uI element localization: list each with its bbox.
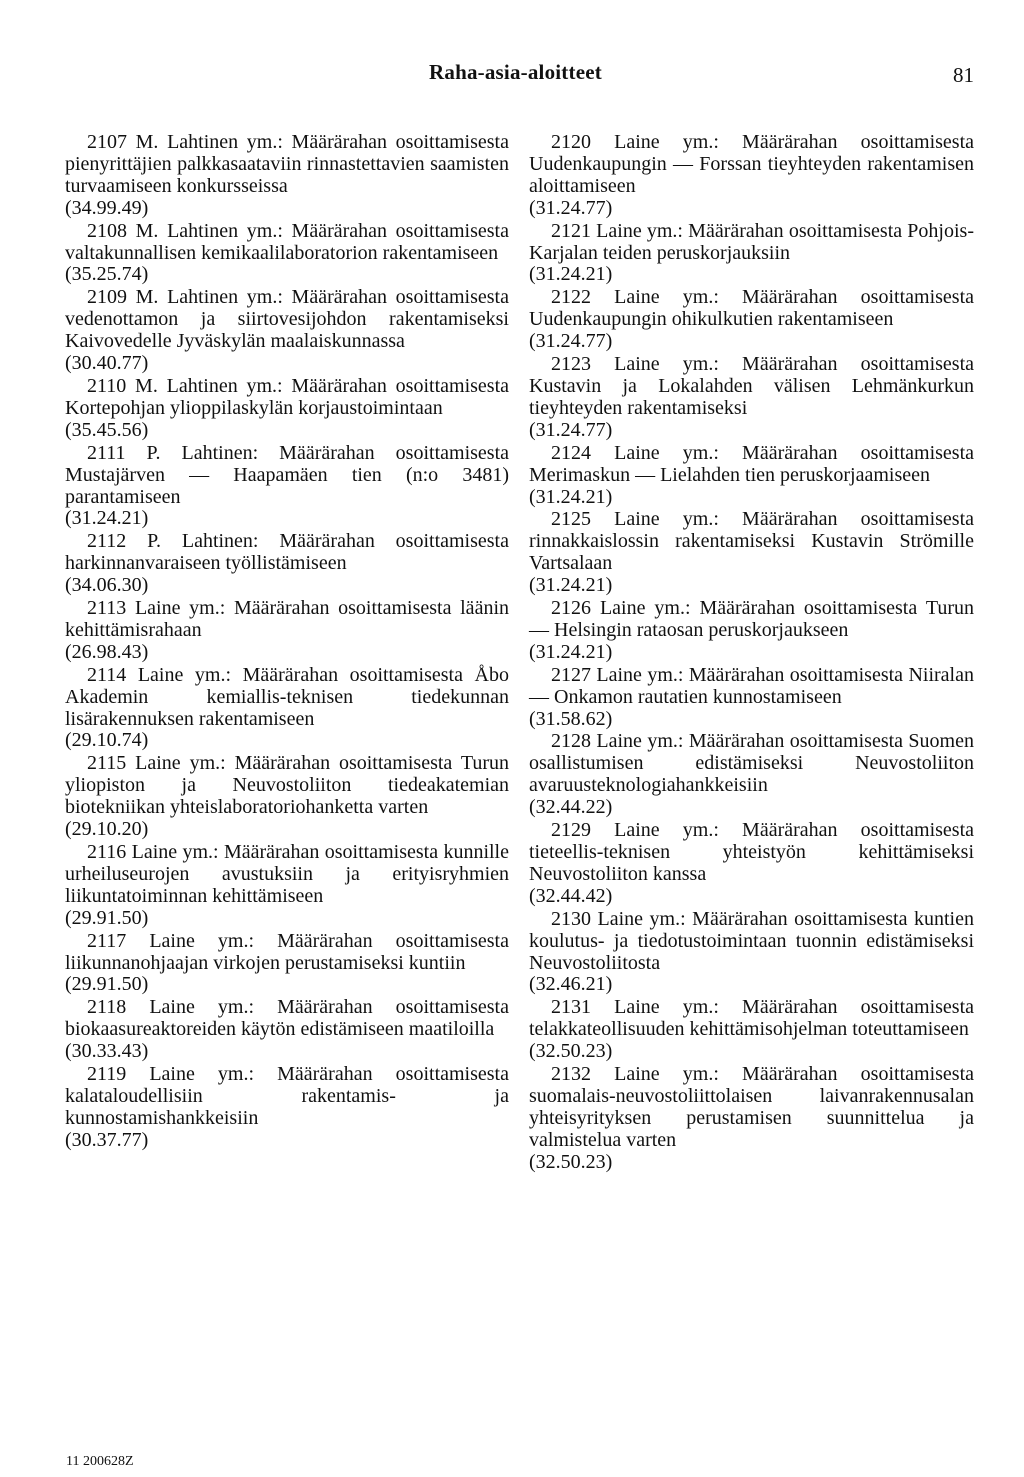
entry-text: 2123 Laine ym.: Määrärahan osoittamisesta Kustavin ja Lokalahden välisen Lehmänkurkun tieyhteyden rakentamiseksi (529, 353, 974, 419)
entry-text: 2120 Laine ym.: Määrärahan osoittamisesta Uudenkaupungin — Forssan tieyhteyden rakentamisen aloittamiseen (529, 131, 974, 197)
entry-code: (29.10.74) (65, 729, 149, 752)
motion-entry (65, 997, 509, 1063)
right-column (529, 132, 974, 1175)
entry-text: 2116 Laine ym.: Määrärahan osoittamisesta kunnille urheiluseurojen avustuksiin ja erityisryhmien liikuntatoiminnan kehittämiseen (65, 841, 509, 907)
motion-entry (65, 132, 509, 220)
motion-entry (65, 376, 509, 442)
entry-code: (34.06.30) (65, 574, 149, 597)
entry-text: 2109 M. Lahtinen ym.: Määrärahan osoittamisesta vedenottamon ja siirtovesijohdon rakentamiseksi Kaivovedelle Jyväskylän maalaiskunnassa (65, 286, 509, 353)
motion-entry (65, 842, 509, 930)
motion-entry (65, 1064, 509, 1152)
entry-code: (32.50.23) (529, 1040, 613, 1063)
entry-text: 2113 Laine ym.: Määrärahan osoittamisesta läänin kehittämisrahaan (65, 597, 509, 641)
entry-text: 2129 Laine ym.: Määrärahan osoittamisesta tieteellis-teknisen yhteistyön kehittämiseksi Neuvostoliiton kanssa (529, 819, 974, 885)
entry-code: (26.98.43) (65, 640, 149, 663)
entry-code: (32.44.22) (529, 796, 613, 819)
entry-code: (30.40.77) (65, 352, 149, 375)
entry-text: 2115 Laine ym.: Määrärahan osoittamisesta Turun yliopiston ja Neuvostoliiton tiedeakatemian biotekniikan yhteislaboratoriohanketta varten (65, 752, 509, 819)
page-number: 81 (953, 63, 974, 87)
entry-code: (30.37.77) (65, 1128, 149, 1151)
entry-code: (32.50.23) (529, 1150, 613, 1173)
entry-code: (29.10.20) (65, 818, 149, 841)
motion-entry (529, 598, 974, 664)
motion-entry (65, 221, 509, 287)
motion-entry (529, 1064, 974, 1174)
entry-code: (32.44.42) (529, 884, 613, 907)
entry-code: (30.33.43) (65, 1040, 149, 1063)
entry-text: 2127 Laine ym.: Määrärahan osoittamisesta Niiralan — Onkamon rautatien kunnostamiseen (529, 663, 974, 708)
entry-text: 2122 Laine ym.: Määrärahan osoittamisesta Uudenkaupungin ohikulkutien rakentamiseen (529, 286, 974, 331)
entry-code: (31.24.21) (529, 640, 613, 663)
entry-code: (29.91.50) (65, 906, 149, 929)
motion-entry (529, 509, 974, 597)
motion-entry (529, 665, 974, 731)
entry-text: 2107 M. Lahtinen ym.: Määrärahan osoittamisesta pienyrittäjien palkkasaataviin rinnastettavien saamisten turvaamiseen konkursseissa (65, 131, 509, 197)
motion-entry (65, 287, 509, 375)
entry-text: 2111 P. Lahtinen: Määrärahan osoittamisesta Mustajärven — Haapamäen tien (n:o 3481) parantamiseen (65, 441, 509, 508)
motion-entry (529, 443, 974, 509)
entry-code: (31.24.77) (529, 330, 613, 353)
motion-entry (65, 665, 509, 753)
entry-code: (35.45.56) (65, 418, 149, 441)
entry-text: 2131 Laine ym.: Määrärahan osoittamisesta telakkateollisuuden kehittämisohjelman toteuttamiseen (529, 996, 974, 1041)
entry-text: 2108 M. Lahtinen ym.: Määrärahan osoittamisesta valtakunnallisen kemikaalilaboratorion rakentamiseen (65, 219, 509, 264)
motion-entry (65, 531, 509, 597)
motion-entry (529, 909, 974, 997)
entry-code: (29.91.50) (65, 973, 149, 996)
motion-entry (529, 221, 974, 287)
entry-code: (31.24.21) (529, 485, 613, 508)
entry-text: 2132 Laine ym.: Määrärahan osoittamisesta suomalais-neuvostoliittolaisen laivanrakennusalan yhteisyrityksen perustamisen suunnittelua ja valmistelua varten (529, 1063, 974, 1151)
motion-entry (529, 731, 974, 819)
entry-text: 2128 Laine ym.: Määrärahan osoittamisesta Suomen osallistumisen edistämiseksi Neuvostoliiton avaruusteknologiahankkeisiin (529, 730, 974, 797)
entry-code: (31.24.77) (529, 196, 613, 219)
entry-code: (35.25.74) (65, 263, 149, 286)
entry-code: (32.46.21) (529, 973, 613, 996)
entry-text: 2110 M. Lahtinen ym.: Määrärahan osoittamisesta Kortepohjan ylioppilaskylän korjaustoimintaan (65, 374, 509, 419)
left-column (65, 132, 509, 1153)
motion-entry (529, 820, 974, 908)
entry-code: (34.99.49) (65, 196, 149, 219)
entry-text: 2117 Laine ym.: Määrärahan osoittamisesta liikunnanohjaajan virkojen perustamiseksi kuntiin (65, 929, 509, 974)
entry-code: (31.58.62) (529, 707, 613, 730)
entry-text: 2114 Laine ym.: Määrärahan osoittamisesta Åbo Akademin kemiallis-teknisen tiedekunnan lisärakennuksen rakentamiseen (65, 663, 509, 730)
motion-entry (529, 354, 974, 442)
entry-text: 2125 Laine ym.: Määrärahan osoittamisesta rinnakkaislossin rakentamiseksi Kustavin Strömille Vartsalaan (529, 508, 974, 575)
entry-code: (31.24.77) (529, 418, 613, 441)
entry-text: 2118 Laine ym.: Määrärahan osoittamisesta biokaasureaktoreiden käytön edistämiseen maatiloilla (65, 996, 509, 1041)
entry-text: 2126 Laine ym.: Määrärahan osoittamisesta Turun — Helsingin rataosan peruskorjaukseen (529, 597, 974, 641)
entry-code: (31.24.21) (529, 574, 613, 597)
entry-text: 2121 Laine ym.: Määrärahan osoittamisesta Pohjois-Karjalan teiden peruskorjauksiin (529, 219, 974, 264)
motion-entry (65, 443, 509, 531)
motion-entry (529, 997, 974, 1063)
entry-text: 2112 P. Lahtinen: Määrärahan osoittamisesta harkinnanvaraiseen työllistämiseen (65, 530, 509, 575)
motion-entry (65, 753, 509, 841)
entry-text: 2124 Laine ym.: Määrärahan osoittamisesta Merimaskun — Lielahden tien peruskorjaamiseen (529, 441, 974, 486)
motion-entry (65, 598, 509, 664)
footer-print-id: 11 200628Z (66, 1454, 134, 1469)
motion-entry (529, 132, 974, 220)
motion-entry (529, 287, 974, 353)
page-title: Raha-asia-aloitteet (429, 60, 602, 84)
entry-text: 2130 Laine ym.: Määrärahan osoittamisesta kuntien koulutus- ja tiedotustoimintaan tuonnin edistämiseksi Neuvostoliitosta (529, 907, 974, 974)
entry-text: 2119 Laine ym.: Määrärahan osoittamisesta kalataloudellisiin rakentamis- ja kunnostamishankkeisiin (65, 1063, 509, 1129)
motion-entry (65, 931, 509, 997)
entry-code: (31.24.21) (65, 507, 149, 530)
entry-code: (31.24.21) (529, 263, 613, 286)
